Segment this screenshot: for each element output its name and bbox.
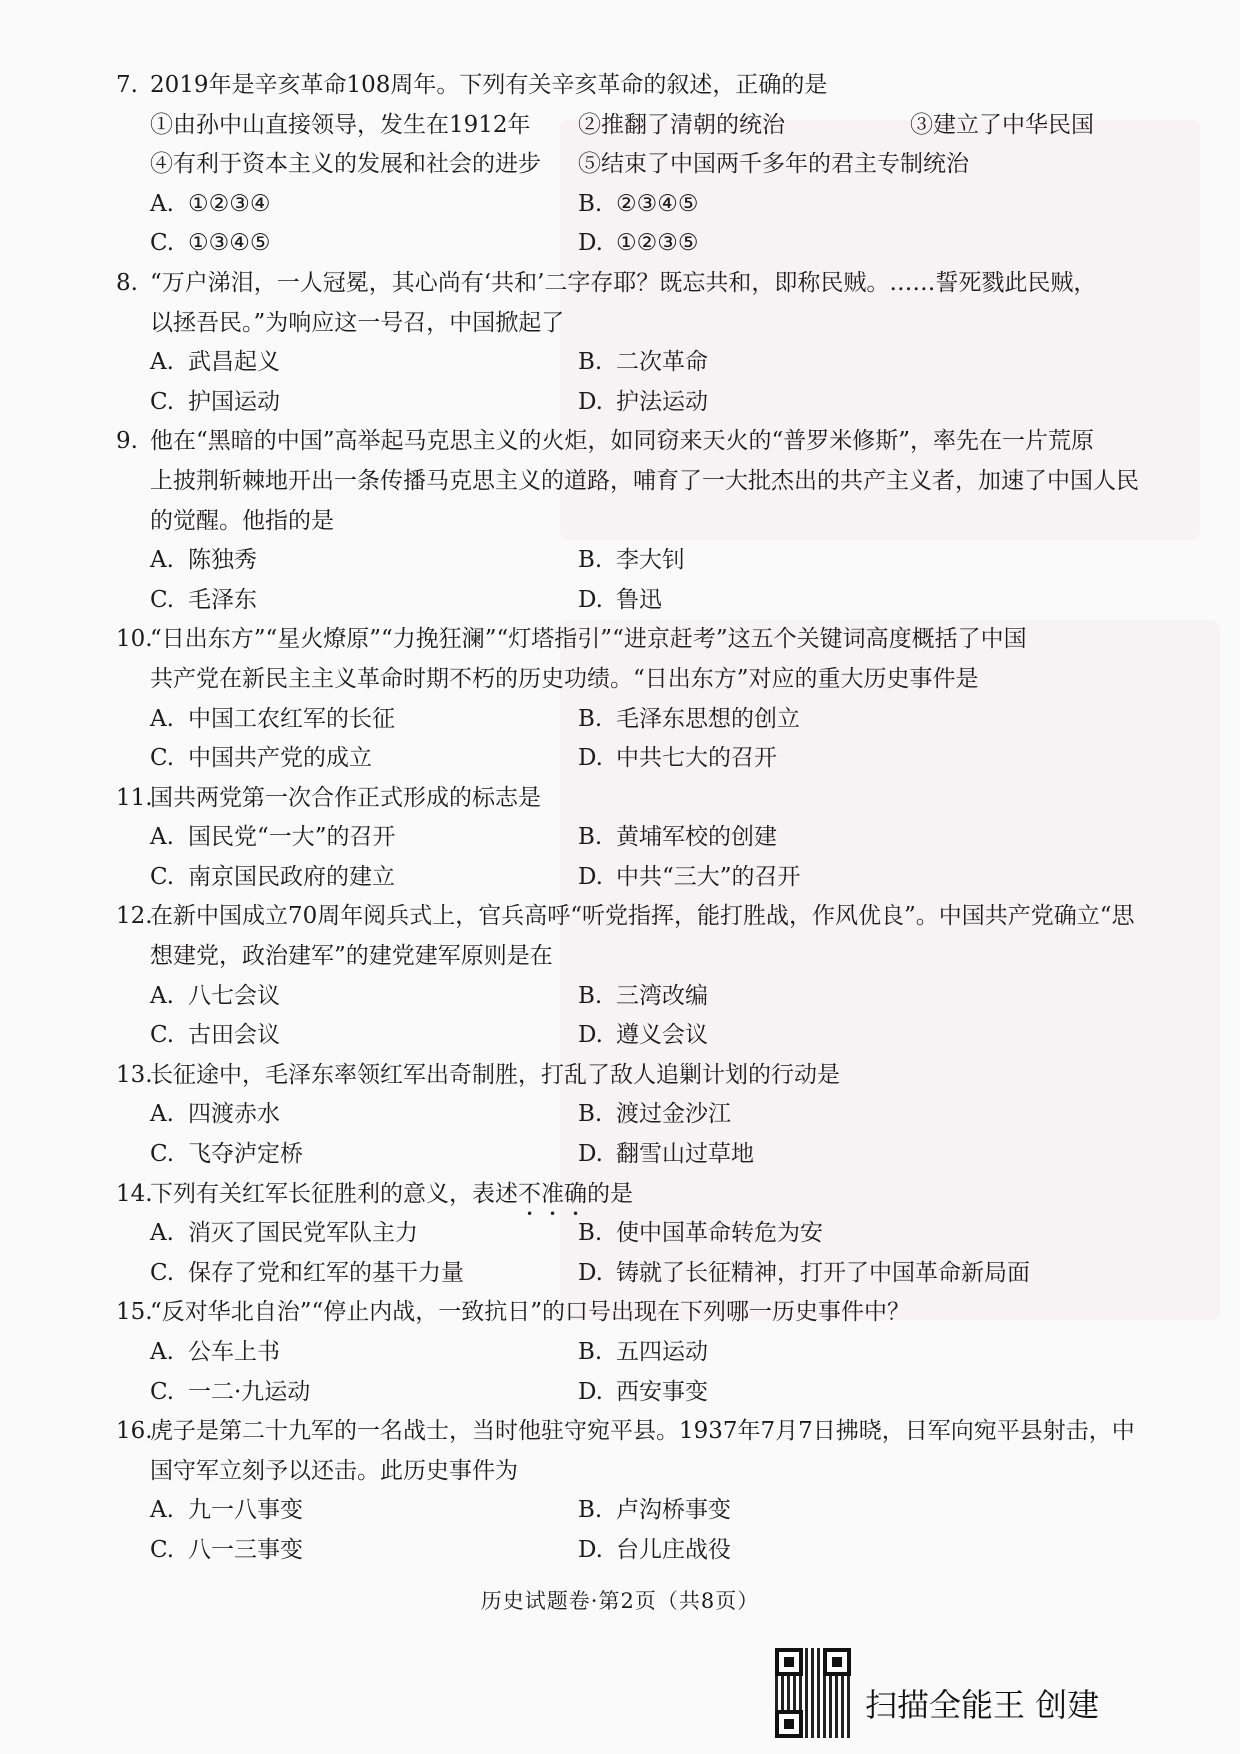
option-a bbox=[150, 541, 257, 581]
option-text: 鲁迅 bbox=[616, 586, 662, 613]
option-text: 毛泽东思想的创立 bbox=[616, 705, 800, 732]
option-a bbox=[150, 1214, 418, 1254]
option-letter: C. bbox=[150, 745, 175, 772]
emphasized-text: 不准确 bbox=[518, 1180, 587, 1207]
option-d bbox=[578, 581, 662, 621]
options-row bbox=[0, 977, 1240, 1017]
option-d bbox=[578, 1135, 754, 1175]
option-c bbox=[150, 1373, 310, 1413]
option-letter: B. bbox=[578, 1101, 603, 1128]
question-stem: “日出东方”“星火燎原”“力挽狂澜”“灯塔指引”“进京赶考”这五个关键词高度概括了中国 bbox=[150, 626, 1027, 653]
option-c bbox=[150, 1135, 303, 1175]
question-stem: 共产党在新民主主义革命时期不朽的历史功绩。“日出东方”对应的重大历史事件是 bbox=[150, 665, 979, 692]
question-stem-line bbox=[0, 937, 1240, 977]
question-stem: 国守军立刻予以还击。此历史事件为 bbox=[150, 1457, 518, 1484]
statement: ①由孙中山直接领导，发生在1912年 bbox=[150, 111, 531, 138]
option-text: ②③④⑤ bbox=[616, 190, 699, 217]
option-c bbox=[150, 1531, 303, 1571]
option-text: 四渡赤水 bbox=[188, 1101, 280, 1128]
option-d bbox=[578, 1373, 708, 1413]
option-letter: A. bbox=[150, 1339, 174, 1365]
options-row bbox=[0, 1214, 1240, 1254]
option-a bbox=[150, 818, 396, 858]
options-row bbox=[0, 700, 1240, 740]
option-text: 卢沟桥事变 bbox=[616, 1497, 731, 1524]
option-letter: C. bbox=[150, 1536, 175, 1563]
option-a bbox=[150, 1333, 280, 1373]
option-b bbox=[578, 977, 708, 1017]
scanner-watermark: 扫描全能王 创建 bbox=[865, 1686, 1100, 1724]
question-stem-line bbox=[0, 620, 1240, 660]
option-c bbox=[150, 383, 280, 423]
option-text: 翻雪山过草地 bbox=[616, 1141, 754, 1168]
option-letter: D. bbox=[578, 388, 603, 415]
question-13 bbox=[0, 1056, 1240, 1175]
statement: ⑤结束了中国两千多年的君主专制统治 bbox=[578, 151, 969, 178]
option-d bbox=[578, 1254, 1030, 1294]
option-text: 陈独秀 bbox=[188, 547, 257, 574]
option-text: 保存了党和红军的基干力量 bbox=[188, 1259, 464, 1286]
option-c bbox=[150, 1016, 280, 1056]
option-letter: D. bbox=[578, 586, 603, 613]
option-letter: B. bbox=[578, 349, 603, 376]
question-stem: 上披荆斩棘地开出一条传播马克思主义的道路，哺育了一大批杰出的共产主义者，加速了中国人民 bbox=[150, 467, 1139, 494]
option-text: 中共七大的召开 bbox=[616, 745, 777, 772]
option-letter: B. bbox=[578, 982, 603, 1009]
option-text: 消灭了国民党军队主力 bbox=[188, 1220, 418, 1247]
question-stem-line bbox=[0, 1412, 1240, 1452]
option-letter: B. bbox=[578, 1220, 603, 1247]
option-text: 铸就了长征精神，打开了中国革命新局面 bbox=[616, 1259, 1030, 1286]
options-row bbox=[0, 1531, 1240, 1571]
option-text: 武昌起义 bbox=[188, 349, 280, 376]
options-row bbox=[0, 1135, 1240, 1175]
option-letter: B. bbox=[578, 1339, 603, 1365]
option-b bbox=[578, 343, 708, 383]
option-b bbox=[578, 1333, 708, 1373]
options-row bbox=[0, 739, 1240, 779]
option-letter: B. bbox=[578, 547, 603, 574]
option-text: ①③④⑤ bbox=[188, 230, 271, 257]
option-text: 公车上书 bbox=[188, 1339, 280, 1365]
statement: ④有利于资本主义的发展和社会的进步 bbox=[150, 151, 541, 178]
option-b bbox=[578, 541, 685, 581]
option-letter: A. bbox=[150, 1497, 174, 1524]
option-b bbox=[578, 1214, 823, 1254]
option-a bbox=[150, 185, 270, 225]
option-b bbox=[578, 1491, 731, 1531]
question-stem: 以拯吾民。”为响应这一号召，中国掀起了 bbox=[150, 309, 565, 336]
option-letter: B. bbox=[578, 705, 603, 732]
option-text: 西安事变 bbox=[616, 1378, 708, 1405]
option-text: 中国工农红军的长征 bbox=[188, 705, 395, 732]
option-text: 渡过金沙江 bbox=[616, 1101, 731, 1128]
option-b bbox=[578, 700, 800, 740]
option-letter: C. bbox=[150, 1259, 175, 1286]
qr-code-icon bbox=[775, 1648, 851, 1738]
option-d bbox=[578, 1531, 731, 1571]
options-row bbox=[0, 224, 1240, 264]
question-16 bbox=[0, 1412, 1240, 1570]
option-a bbox=[150, 343, 280, 383]
question-stem: 想建党，政治建军”的建党建军原则是在 bbox=[150, 943, 553, 970]
options-row bbox=[0, 1254, 1240, 1294]
options-row bbox=[0, 858, 1240, 898]
question-stem-line bbox=[0, 1175, 1240, 1215]
option-letter: D. bbox=[578, 863, 603, 890]
option-text: ①②③④ bbox=[188, 190, 271, 217]
option-d bbox=[578, 739, 777, 779]
option-letter: A. bbox=[150, 1101, 174, 1128]
question-12 bbox=[0, 897, 1240, 1055]
stem-text: 下列有关红军长征胜利的意义，表述 bbox=[150, 1180, 518, 1207]
option-text: 中国共产党的成立 bbox=[188, 745, 372, 772]
option-text: 八七会议 bbox=[188, 982, 280, 1009]
option-text: 三湾改编 bbox=[616, 982, 708, 1009]
question-stem-line bbox=[0, 779, 1240, 819]
option-text: 护法运动 bbox=[616, 388, 708, 415]
option-letter: A. bbox=[150, 705, 174, 732]
option-text: 护国运动 bbox=[188, 388, 280, 415]
option-letter: D. bbox=[578, 1536, 603, 1563]
options-row bbox=[0, 818, 1240, 858]
option-b bbox=[578, 1095, 731, 1135]
option-c bbox=[150, 224, 270, 264]
option-letter: D. bbox=[578, 1378, 603, 1405]
option-text: 使中国革命转危为安 bbox=[616, 1220, 823, 1247]
option-b bbox=[578, 185, 698, 225]
question-number: 13. bbox=[116, 1061, 153, 1088]
options-row bbox=[0, 581, 1240, 621]
question-stem-line bbox=[0, 897, 1240, 937]
option-letter: C. bbox=[150, 230, 175, 257]
statement: ②推翻了清朝的统治 bbox=[578, 111, 785, 138]
question-stem: 虎子是第二十九军的一名战士，当时他驻守宛平县。1937年7月7日拂晓，日军向宛平县射击，中 bbox=[150, 1418, 1135, 1445]
option-letter: A. bbox=[150, 982, 174, 1009]
option-letter: C. bbox=[150, 863, 175, 890]
question-stem-line bbox=[0, 1056, 1240, 1096]
option-text: 二次革命 bbox=[616, 349, 708, 376]
option-text: ①②③⑤ bbox=[616, 230, 699, 257]
option-d bbox=[578, 858, 801, 898]
question-stem-line bbox=[0, 422, 1240, 462]
option-letter: A. bbox=[150, 190, 174, 217]
question-number: 10. bbox=[116, 626, 153, 653]
option-letter: D. bbox=[578, 1022, 603, 1049]
options-row bbox=[0, 343, 1240, 383]
options-row bbox=[0, 383, 1240, 423]
options-row bbox=[0, 1095, 1240, 1135]
option-text: 国民党“一大”的召开 bbox=[188, 824, 396, 851]
question-stem-line bbox=[0, 1452, 1240, 1492]
options-row bbox=[0, 541, 1240, 581]
page-footer: 历史试题卷·第2页（共8页） bbox=[480, 1589, 760, 1613]
option-d bbox=[578, 224, 698, 264]
option-text: 五四运动 bbox=[616, 1339, 708, 1365]
question-number: 7. bbox=[116, 72, 138, 98]
question-number: 8. bbox=[116, 269, 138, 296]
exam-page bbox=[0, 66, 1240, 1571]
question-10 bbox=[0, 620, 1240, 778]
option-text: 一二·九运动 bbox=[188, 1378, 311, 1405]
option-letter: B. bbox=[578, 190, 603, 217]
options-row bbox=[0, 1373, 1240, 1413]
option-letter: B. bbox=[578, 1497, 603, 1524]
question-14 bbox=[0, 1175, 1240, 1294]
option-text: 南京国民政府的建立 bbox=[188, 863, 395, 890]
question-11 bbox=[0, 779, 1240, 898]
option-text: 黄埔军校的创建 bbox=[616, 824, 777, 851]
question-8 bbox=[0, 264, 1240, 422]
options-row bbox=[0, 185, 1240, 225]
question-stem-line bbox=[0, 1293, 1240, 1333]
question-number: 9. bbox=[116, 428, 138, 455]
option-a bbox=[150, 700, 395, 740]
options-row bbox=[0, 1491, 1240, 1531]
option-letter: C. bbox=[150, 1022, 175, 1049]
options-row bbox=[0, 1333, 1240, 1373]
statement-row bbox=[0, 106, 1240, 146]
question-stem-line bbox=[0, 502, 1240, 542]
option-letter: C. bbox=[150, 586, 175, 613]
option-letter: C. bbox=[150, 1141, 175, 1168]
option-text: 遵义会议 bbox=[616, 1022, 708, 1049]
question-stem: 国共两党第一次合作正式形成的标志是 bbox=[150, 784, 541, 811]
option-text: 九一八事变 bbox=[188, 1497, 303, 1524]
question-stem-line bbox=[0, 462, 1240, 502]
option-letter: D. bbox=[578, 1141, 603, 1168]
option-text: 毛泽东 bbox=[188, 586, 257, 613]
option-letter: B. bbox=[578, 824, 603, 851]
option-d bbox=[578, 1016, 708, 1056]
option-text: 中共“三大”的召开 bbox=[616, 863, 801, 890]
question-9 bbox=[0, 422, 1240, 620]
option-c bbox=[150, 581, 257, 621]
option-letter: A. bbox=[150, 824, 174, 851]
option-letter: D. bbox=[578, 230, 603, 257]
question-stem-line bbox=[0, 304, 1240, 344]
options-row bbox=[0, 1016, 1240, 1056]
option-c bbox=[150, 858, 395, 898]
option-b bbox=[578, 818, 777, 858]
question-stem: 长征途中，毛泽东率领红军出奇制胜，打乱了敌人追剿计划的行动是 bbox=[150, 1061, 840, 1088]
option-a bbox=[150, 977, 280, 1017]
option-a bbox=[150, 1491, 303, 1531]
question-stem-line bbox=[0, 660, 1240, 700]
question-stem: “万户涕泪，一人冠冕，其心尚有‘共和’二字存耶？既忘共和，即称民贼。……誓死戮此民贼， bbox=[150, 269, 1097, 296]
option-a bbox=[150, 1095, 280, 1135]
question-number: 12. bbox=[116, 903, 153, 930]
option-letter: D. bbox=[578, 745, 603, 772]
option-letter: A. bbox=[150, 1220, 174, 1247]
statement-row bbox=[0, 145, 1240, 185]
option-letter: C. bbox=[150, 1378, 175, 1405]
question-15 bbox=[0, 1293, 1240, 1412]
option-c bbox=[150, 739, 372, 779]
option-letter: C. bbox=[150, 388, 175, 415]
statement: ③建立了中华民国 bbox=[910, 111, 1094, 138]
question-stem: 2019年是辛亥革命108周年。下列有关辛亥革命的叙述，正确的是 bbox=[150, 72, 828, 98]
option-c bbox=[150, 1254, 464, 1294]
option-text: 古田会议 bbox=[188, 1022, 280, 1049]
question-stem: 在新中国成立70周年阅兵式上，官兵高呼“听党指挥，能打胜战，作风优良”。中国共产党确立“思 bbox=[150, 903, 1135, 930]
option-d bbox=[578, 383, 708, 423]
question-stem-line bbox=[0, 66, 1240, 106]
question-stem: “反对华北自治”“停止内战，一致抗日”的口号出现在下列哪一历史事件中？ bbox=[150, 1299, 911, 1326]
question-number: 15. bbox=[116, 1299, 153, 1326]
question-stem: 他在“黑暗的中国”高举起马克思主义的火炬，如同窃来天火的“普罗米修斯”，率先在一片荒原 bbox=[150, 428, 1095, 455]
option-letter: A. bbox=[150, 547, 174, 574]
option-text: 李大钊 bbox=[616, 547, 685, 574]
question-7 bbox=[0, 66, 1240, 264]
option-text: 飞夺泸定桥 bbox=[188, 1141, 303, 1168]
option-text: 八一三事变 bbox=[188, 1536, 303, 1563]
question-stem: 的觉醒。他指的是 bbox=[150, 507, 334, 534]
stem-text: 的是 bbox=[587, 1180, 633, 1207]
question-number: 14. bbox=[116, 1180, 153, 1207]
option-letter: A. bbox=[150, 349, 174, 376]
question-stem-line bbox=[0, 264, 1240, 304]
question-number: 16. bbox=[116, 1418, 153, 1445]
question-number: 11. bbox=[116, 784, 153, 811]
option-text: 台儿庄战役 bbox=[616, 1536, 731, 1563]
option-letter: D. bbox=[578, 1259, 603, 1286]
